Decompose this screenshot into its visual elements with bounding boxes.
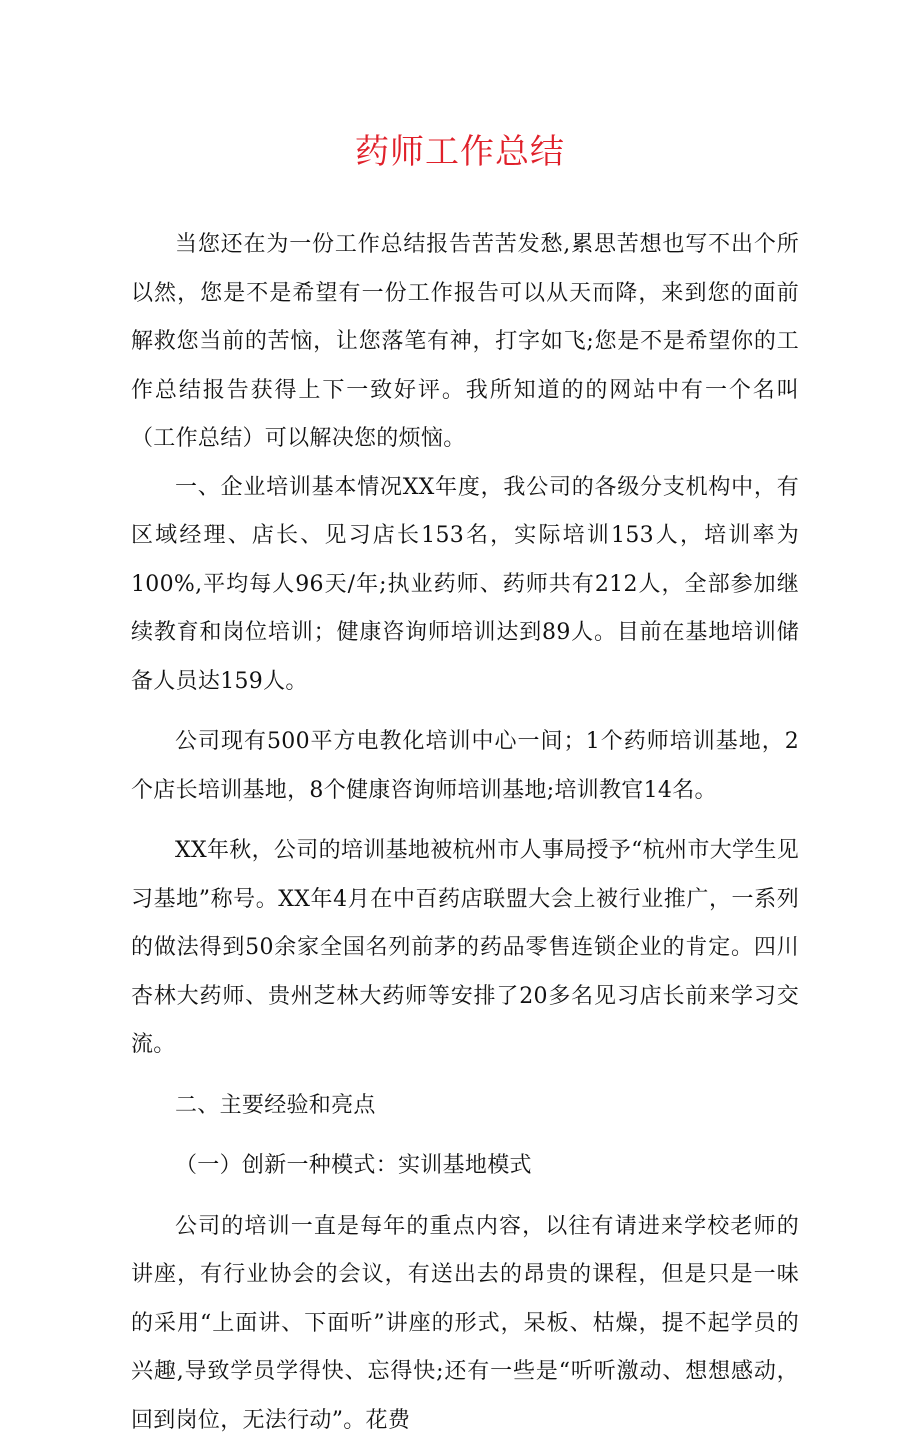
paragraph-training-method: 公司的培训一直是每年的重点内容，以往有请进来学校老师的讲座，有行业协会的会议，有送出去的昂贵的课程，但是只是一味的采用“上面讲、下面听”讲座的形式，呆板、枯燥，提不起学员的兴趣,导致学员学得快、忘得快;还有一些是“听听激动、想想感动，回到岗位，无法行动”。花费 [131, 1203, 799, 1445]
section-heading-experience: 二、主要经验和亮点 [131, 1082, 799, 1131]
paragraph-intro: 当您还在为一份工作总结报告苦苦发愁,累思苦想也写不出个所以然，您是不是希望有一份工作报告可以从天而降，来到您的面前解救您当前的苦恼，让您落笔有神，打字如飞;您是不是希望你的工作总结报告获得上下一致好评。我所知道的的网站中有一个名叫（工作总结）可以解决您的烦恼。 [131, 221, 799, 464]
paragraph-facilities: 公司现有500平方电教化培训中心一间；1个药师培训基地，2个店长培训基地，8个健康咨询师培训基地;培训教官14名。 [131, 718, 799, 815]
paragraph-recognition: XX年秋，公司的培训基地被杭州市人事局授予“杭州市大学生见习基地”称号。XX年4月在中百药店联盟大会上被行业推广，一系列的做法得到50余家全国名列前茅的药品零售连锁企业的肯定。四川杏林大药师、贵州芝林大药师等安排了20多名见习店长前来学习交流。 [131, 827, 799, 1070]
document-body [131, 221, 799, 1445]
document-title: 药师工作总结 [0, 126, 920, 178]
paragraph-training-overview: 一、企业培训基本情况XX年度，我公司的各级分支机构中，有区域经理、店长、见习店长153名，实际培训153人，培训率为100%,平均每人96天/年;执业药师、药师共有212人，全部参加继续教育和岗位培训；健康咨询师培训达到89人。目前在基地培训储备人员达159人。 [131, 464, 799, 707]
subsection-heading-model: （一）创新一种模式：实训基地模式 [131, 1142, 799, 1191]
